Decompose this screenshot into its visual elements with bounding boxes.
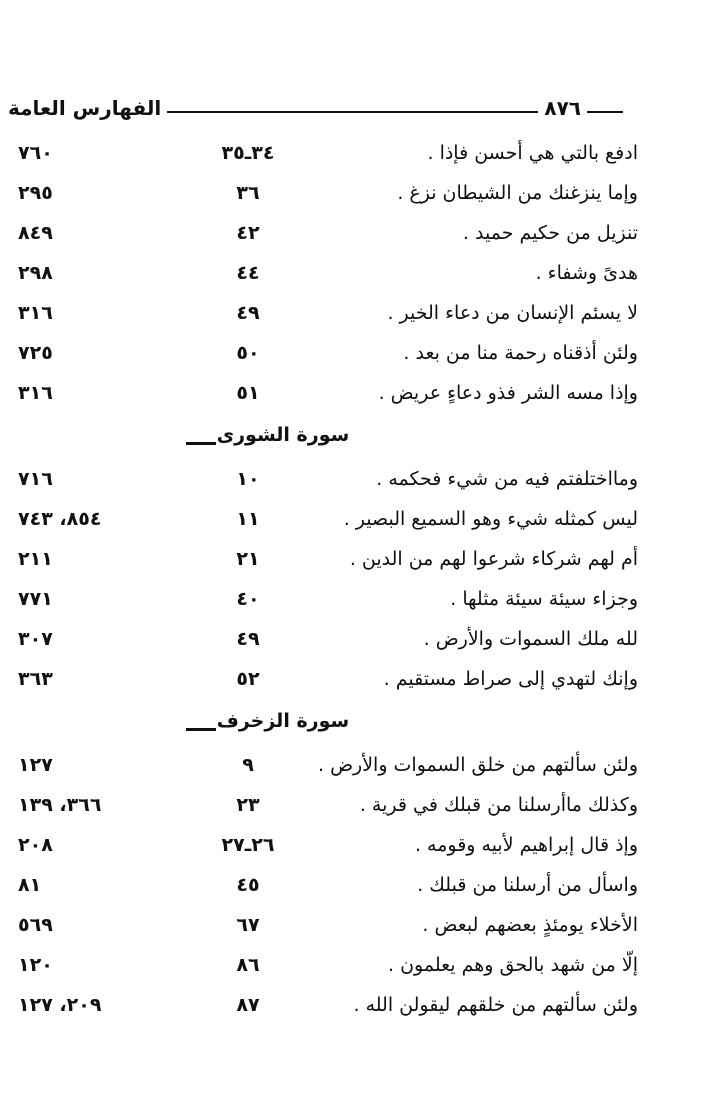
page-reference: ٨٤٩ — [18, 222, 53, 244]
surah-heading — [8, 704, 638, 750]
verse-text: ليس كمثله شيء وهو السميع البصير . — [343, 508, 638, 530]
page-reference: ٣٦٣ — [18, 668, 53, 690]
ayah-number: ٢٣ — [236, 794, 260, 816]
ayah-number: ٥٢ — [236, 668, 260, 690]
verse-text: تنزيل من حكيم حميد . — [462, 222, 638, 244]
page-reference: ٣١٦ — [18, 382, 53, 404]
index-row — [8, 544, 638, 584]
verse-text: وكذلك ماأرسلنا من قبلك في قرية . — [359, 794, 638, 816]
verse-text: لله ملك السموات والأرض . — [423, 628, 638, 650]
page-reference: ٣١٦ — [18, 302, 53, 324]
page-reference: ٧١٦ — [18, 468, 53, 490]
index-row — [8, 584, 638, 624]
verse-text: وإذا مسه الشر فذو دعاءٍ عريض . — [378, 382, 638, 404]
surah-title: سورة الشورى — [216, 424, 350, 446]
page-reference: ٢٩٥ — [18, 182, 53, 204]
verse-text: وإنك لتهدي إلى صراط مستقيم . — [383, 668, 638, 690]
index-row — [8, 504, 638, 544]
page-reference: ٣٦٦، ١٣٩ — [18, 794, 102, 816]
page-reference: ٧٧١ — [18, 588, 53, 610]
page-reference: ٢٩٨ — [18, 262, 53, 284]
page-reference: ٢١١ — [18, 548, 53, 570]
verse-text: ادفع بالتي هي أحسن فإذا . — [427, 142, 638, 164]
verse-text: وإذ قال إبراهيم لأبيه وقومه . — [414, 834, 638, 856]
index-row — [8, 790, 638, 830]
verse-text: واسأل من أرسلنا من قبلك . — [417, 874, 638, 896]
ayah-number: ٣٤ـ٣٥ — [221, 142, 275, 164]
ayah-number: ٨٧ — [236, 994, 260, 1016]
page-reference: ٨٥٤، ٧٤٣ — [18, 508, 102, 530]
verse-text: أم لهم شركاء شرعوا لهم من الدين . — [349, 548, 638, 570]
ayah-number: ٩ — [242, 754, 254, 776]
page-reference: ١٢٠ — [18, 954, 53, 976]
verse-text: ولئن سألتهم من خلقهم ليقولن الله . — [353, 994, 638, 1016]
verse-text: وإما ينزغنك من الشيطان نزغ . — [397, 182, 638, 204]
page-reference: ٥٦٩ — [18, 914, 53, 936]
ayah-number: ٨٦ — [236, 954, 260, 976]
index-row — [8, 218, 638, 258]
verse-text: إلّا من شهد بالحق وهم يعلمون . — [388, 954, 638, 976]
page-reference: ٢٠٩، ١٢٧ — [18, 994, 102, 1016]
ayah-number: ٦٧ — [236, 914, 260, 936]
page-reference: ١٢٧ — [18, 754, 53, 776]
verse-text: وجزاء سيئة سيئة مثلها . — [450, 588, 638, 610]
surah-title: سورة الزخرف — [216, 710, 350, 732]
surah-heading — [8, 418, 638, 464]
header-title: الفهارس العامة — [8, 96, 162, 120]
index-row — [8, 298, 638, 338]
ayah-number: ٢٦ـ٢٧ — [221, 834, 275, 856]
ayah-number: ٤٩ — [236, 628, 260, 650]
ayah-number: ٢١ — [236, 548, 260, 570]
index-row — [8, 138, 638, 178]
ayah-number: ٤٥ — [236, 874, 260, 896]
ayah-number: ١١ — [236, 508, 260, 530]
ayah-number: ٥١ — [236, 382, 260, 404]
surah-title-bar — [186, 728, 216, 731]
verse-text: ولئن سألتهم من خلق السموات والأرض . — [317, 754, 638, 776]
index-row — [8, 910, 638, 950]
index-table — [8, 138, 638, 1030]
ayah-number: ٤٢ — [236, 222, 260, 244]
ayah-number: ١٠ — [236, 468, 260, 490]
index-row — [8, 178, 638, 218]
running-header — [8, 86, 623, 120]
header-dash — [587, 111, 623, 113]
ayah-number: ٣٦ — [236, 182, 260, 204]
ayah-number: ٤٩ — [236, 302, 260, 324]
ayah-number: ٤٠ — [236, 588, 260, 610]
index-row — [8, 990, 638, 1030]
verse-text: ولئن أذقناه رحمة منا من بعد . — [403, 342, 638, 364]
page-reference: ٧٦٠ — [18, 142, 53, 164]
page-reference: ٣٠٧ — [18, 628, 53, 650]
index-row — [8, 830, 638, 870]
ayah-number: ٤٤ — [236, 262, 260, 284]
verse-text: الأخلاء يومئذٍ بعضهم لبعض . — [422, 914, 638, 936]
verse-text: لا يسئم الإنسان من دعاء الخير . — [387, 302, 638, 324]
page-reference: ٧٢٥ — [18, 342, 53, 364]
page-number: ٨٧٦ — [544, 96, 581, 120]
index-row — [8, 258, 638, 298]
header-rule — [167, 111, 538, 113]
index-row — [8, 950, 638, 990]
verse-text: ومااختلفتم فيه من شيء فحكمه . — [376, 468, 638, 490]
page-reference: ٨١ — [18, 874, 42, 896]
index-row — [8, 378, 638, 418]
surah-title-bar — [186, 442, 216, 445]
index-row — [8, 464, 638, 504]
page-reference: ٢٠٨ — [18, 834, 53, 856]
index-row — [8, 750, 638, 790]
index-row — [8, 664, 638, 704]
ayah-number: ٥٠ — [236, 342, 260, 364]
index-row — [8, 338, 638, 378]
index-row — [8, 624, 638, 664]
verse-text: هدىً وشفاء . — [535, 262, 638, 284]
index-row — [8, 870, 638, 910]
